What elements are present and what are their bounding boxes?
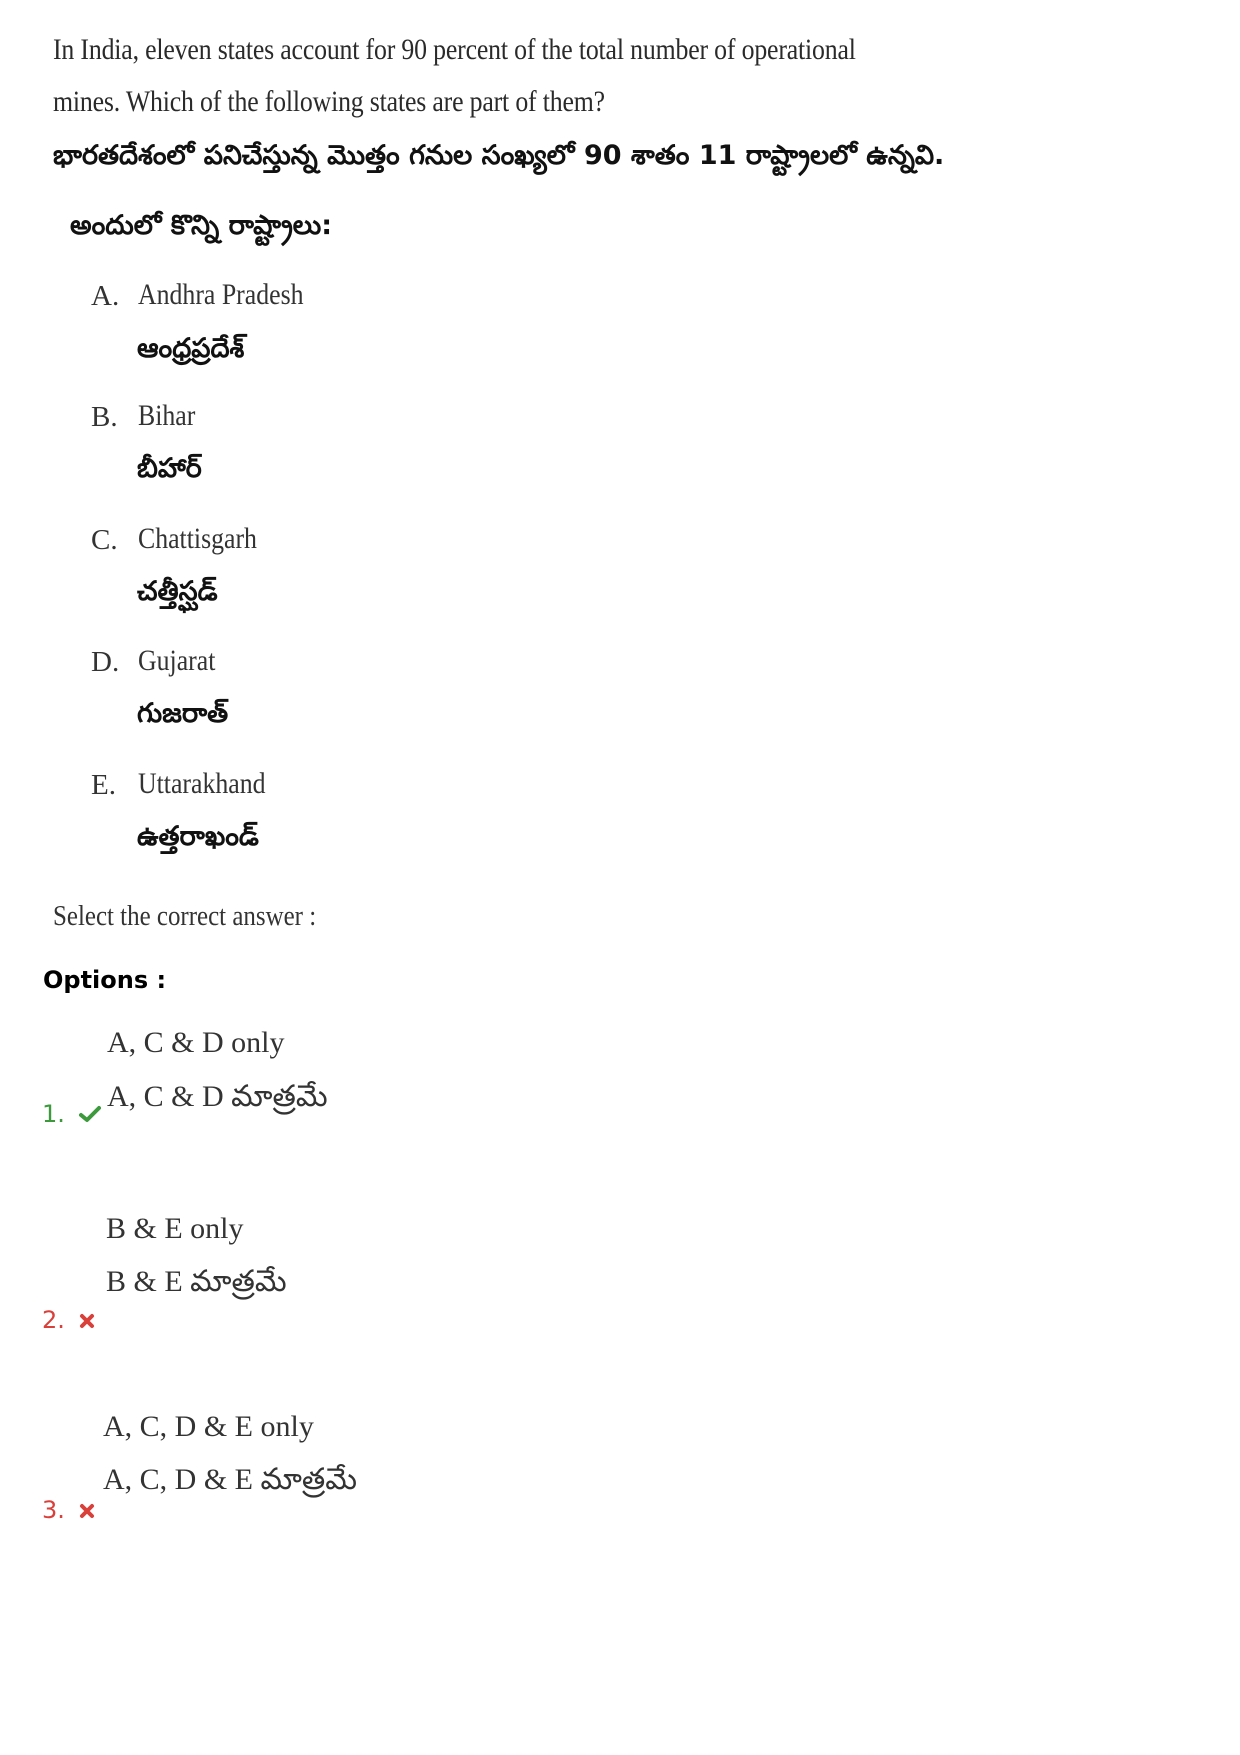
option-telugu: A, C & D మాత్రమే — [107, 1080, 328, 1113]
cross-icon — [79, 1497, 95, 1525]
option-number-text: 1. — [42, 1100, 65, 1128]
item-english: Bihar — [138, 399, 196, 432]
question-english-line-2: mines. Which of the following states are part of them? — [53, 85, 605, 118]
option-english: B & E only — [106, 1212, 244, 1245]
select-answer-prompt: Select the correct answer : — [53, 900, 317, 932]
item-letter: B. — [91, 401, 118, 433]
question-telugu-line-2: అందులో కొన్ని రాష్ట్రాలు: — [70, 210, 333, 241]
check-icon — [79, 1101, 101, 1129]
options-title: Options : — [43, 966, 167, 994]
item-telugu: బీహార్ — [137, 453, 202, 484]
option-telugu: B & E మాత్రమే — [106, 1265, 287, 1298]
question-telugu-line-1: భారతదేశంలో పనిచేస్తున్న మొత్తం గనుల సంఖ్యలో 90 శాతం 11 రాష్ట్రాలలో ఉన్నవి. — [53, 140, 945, 171]
item-letter: A. — [91, 280, 120, 312]
option-number-text: 3. — [42, 1496, 65, 1524]
cross-icon — [79, 1307, 95, 1335]
item-english: Uttarakhand — [138, 767, 266, 800]
option-english: A, C, D & E only — [103, 1410, 314, 1443]
option-number — [42, 1496, 95, 1525]
option-english: A, C & D only — [107, 1026, 285, 1059]
item-english: Gujarat — [138, 644, 216, 677]
option-number — [42, 1306, 95, 1335]
question-english-line-1: In India, eleven states account for 90 percent of the total number of operational — [53, 33, 856, 66]
item-letter: C. — [91, 524, 118, 556]
item-telugu: చత్తీస్ఘడ్ — [137, 576, 218, 607]
option-number-text: 2. — [42, 1306, 65, 1334]
option-telugu: A, C, D & E మాత్రమే — [103, 1463, 357, 1496]
item-letter: D. — [91, 646, 120, 678]
item-telugu: ఆంధ్రప్రదేశ్ — [137, 333, 245, 364]
item-english: Chattisgarh — [138, 522, 257, 555]
item-letter: E. — [91, 769, 116, 801]
option-number — [42, 1100, 101, 1129]
item-english: Andhra Pradesh — [138, 278, 304, 311]
item-telugu: ఉత్తరాఖండ్ — [137, 821, 259, 852]
item-telugu: గుజరాత్ — [137, 698, 229, 729]
